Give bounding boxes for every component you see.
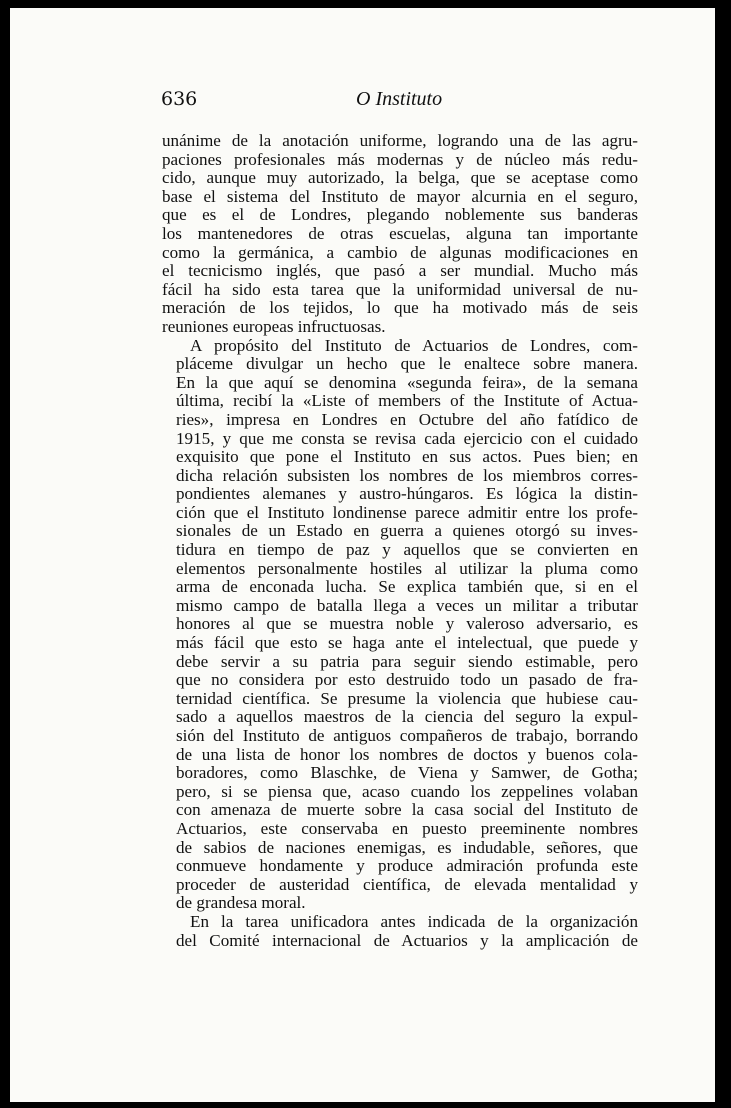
text-line: del Comité internacional de Actuarios y la amplicación de [176, 930, 638, 950]
text-line: reuniones europeas infructuosas. [162, 316, 386, 336]
text-line: exquisito que pone el Instituto en sus actos. Pues bien; en [176, 447, 638, 467]
text-line: base el sistema del Instituto de mayor alcurnia en el seguro, [162, 186, 638, 206]
paragraph-3 [162, 913, 638, 950]
text-line: dicha relación subsisten los nombres de los miembros corres- [176, 465, 638, 485]
text-line: mismo campo de batalla llega a veces un militar a tributar [176, 595, 638, 615]
text-line: como la germánica, a cambio de algunas modificaciones en [162, 242, 638, 262]
text-line: pero, si se piensa que, acaso cuando los zeppelines volaban [176, 781, 638, 801]
text-line: En la tarea unificadora antes indicada de la organización [190, 911, 638, 931]
text-line: sado a aquellos maestros de la ciencia del seguro la expul- [176, 707, 638, 727]
text-line: 1915, y que me consta se revisa cada ejercicio con el cuidado [176, 428, 638, 448]
text-line: más fácil que esto se haga ante el intelectual, que puede y [176, 633, 638, 653]
text-line: debe servir a su patria para seguir siendo estimable, pero [176, 651, 638, 671]
text-line: unánime de la anotación uniforme, logrando una de las agru- [162, 131, 638, 150]
text-line: boradores, como Blaschke, de Viena y Samwer, de Gotha; [176, 763, 638, 783]
text-line: ries», impresa en Londres en Octubre del año fatídico de [176, 409, 638, 429]
text-line: pláceme divulgar un hecho que le enaltece sobre manera. [176, 354, 638, 374]
text-line: conmueve hondamente y produce admiración profunda este [176, 856, 638, 876]
text-line: elementos personalmente hostiles al utilizar la pluma como [176, 558, 638, 578]
text-line: fácil ha sido esta tarea que la uniformidad universal de nu- [162, 279, 638, 299]
text-line: ción que el Instituto londinense parece admitir entre los profe- [176, 502, 638, 522]
text-line: Actuarios, este conservaba en puesto preeminente nombres [176, 818, 638, 838]
text-line: el tecnicismo inglés, que pasó a ser mundial. Mucho más [162, 261, 638, 281]
text-line: sión del Instituto de antiguos compañeros de trabajo, borrando [176, 726, 638, 745]
running-title: O Instituto [356, 88, 443, 110]
text-line: que es el de Londres, plegando noblemente sus banderas [162, 205, 638, 225]
text-line: ternidad científica. Se presume la violencia que hubiese cau- [176, 688, 638, 708]
text-line: En la que aquí se denomina «segunda feira», de la semana [176, 372, 638, 392]
text-line: paciones profesionales más modernas y de núcleo más redu- [162, 149, 638, 169]
text-line: que no considera por esto destruido todo un pasado de fra- [176, 670, 638, 690]
text-line: proceder de austeridad científica, de elevada mentalidad y [176, 874, 638, 894]
text-line: cido, aunque muy autorizado, la belga, que se aceptase como [162, 168, 638, 188]
text-line: meración de los tejidos, lo que ha motivado más de seis [162, 298, 638, 318]
text-line: con amenaza de muerte sobre la casa social del Instituto de [176, 800, 638, 820]
text-line: de una lista de honor los nombres de doctos y buenos cola- [176, 744, 638, 764]
text-line: tidura en tiempo de paz y aquellos que se convierten en [176, 540, 638, 560]
page-number: 636 [161, 88, 198, 110]
text-line: los mantenedores de otras escuelas, alguna tan importante [162, 223, 638, 243]
text-line: honores al que se muestra noble y valeroso adversario, es [176, 614, 638, 634]
text-line: arma de enconada lucha. Se explica también que, si en el [176, 577, 638, 597]
document-page [10, 8, 715, 1102]
text-line: última, recibí la «Liste of members of the Institute of Actua- [176, 391, 638, 411]
text-line: de grandesa moral. [176, 893, 306, 913]
text-line: de sabios de naciones enemigas, es indudable, señores, que [176, 837, 638, 857]
text-line: A propósito del Instituto de Actuarios de Londres, com- [190, 335, 638, 355]
paragraph-2 [162, 337, 638, 913]
text-line: sionales de un Estado en guerra a quienes otorgó su inves- [176, 521, 638, 541]
paragraph-1 [162, 132, 638, 337]
text-line: pondientes alemanes y austro-húngaros. Es lógica la distin- [176, 484, 638, 504]
body-text [162, 132, 638, 950]
